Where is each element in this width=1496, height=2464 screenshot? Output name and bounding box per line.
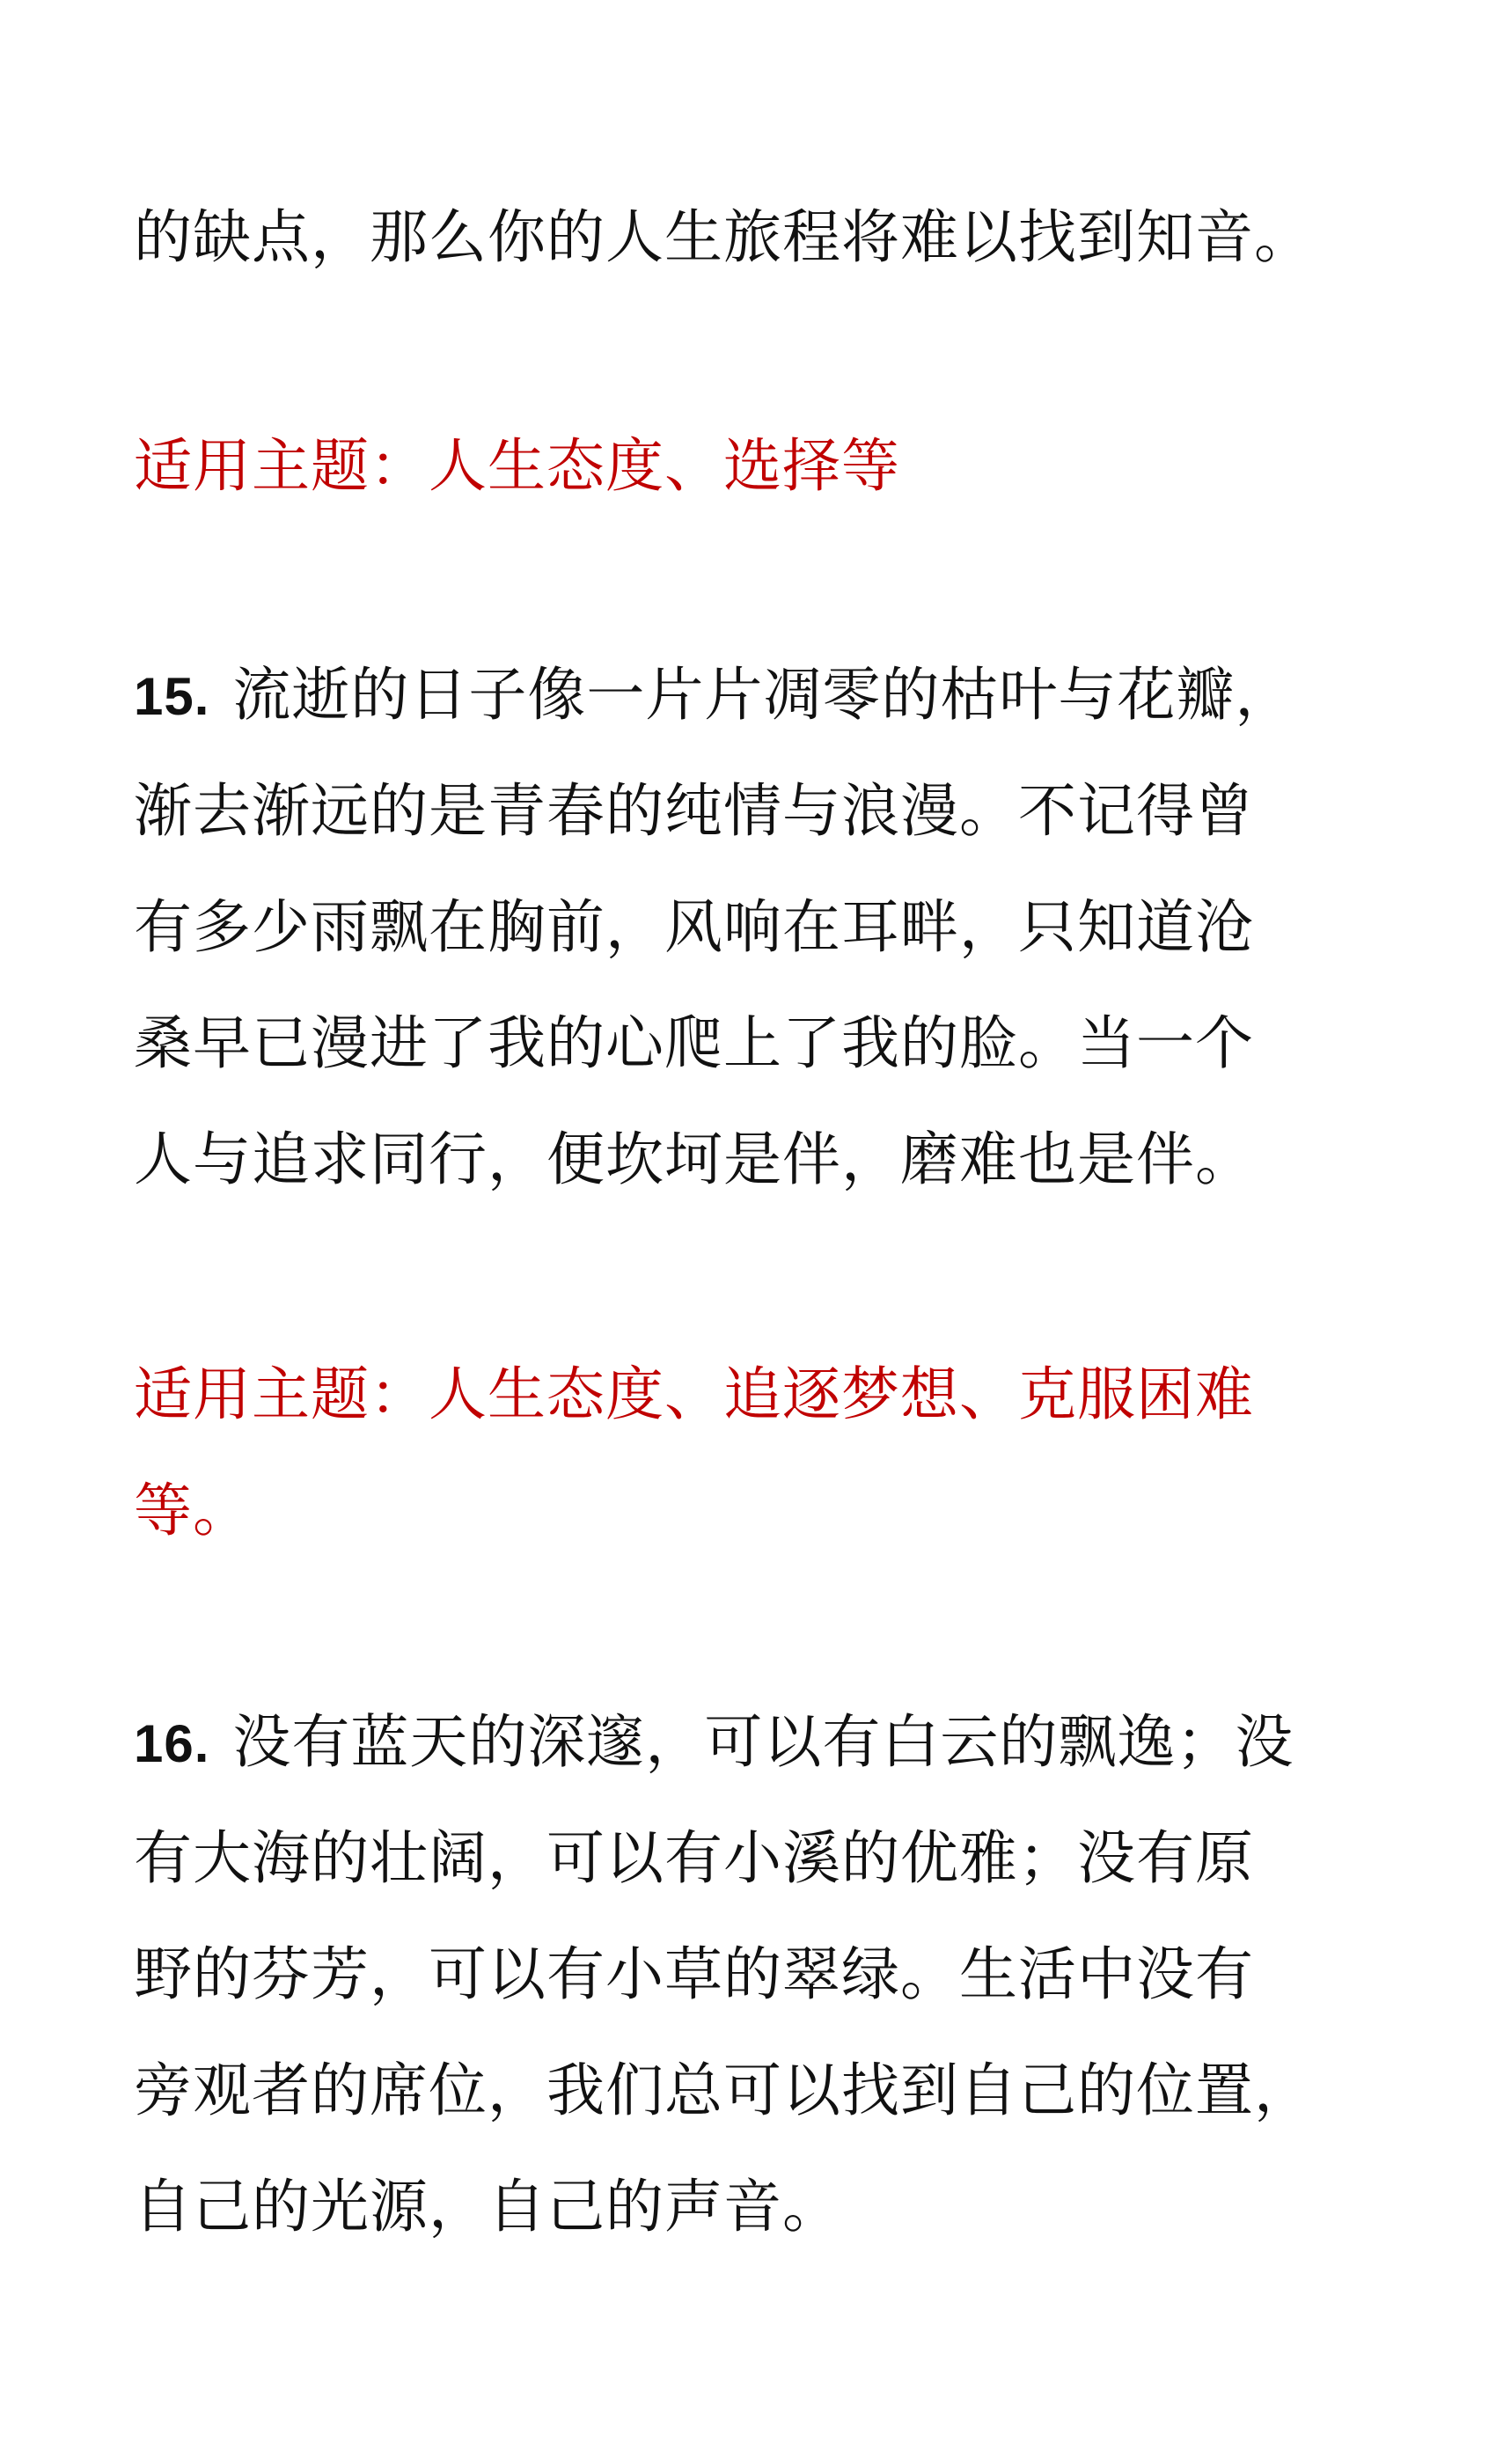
item-15-line-5: 人与追求同行，便坎坷是伴，磨难也是伴。 — [134, 1126, 1254, 1193]
item-15-line-3: 有多少雨飘在胸前，风响在耳畔，只知道沧 — [134, 893, 1254, 961]
theme-line-b1: 适用主题：人生态度、追逐梦想、克服困难 — [134, 1360, 1254, 1428]
item-15-number: 15. — [134, 667, 210, 726]
item-16-line-1 — [134, 1703, 1294, 1782]
item-15-line-4: 桑早已漫进了我的心爬上了我的脸。当一个 — [134, 1009, 1254, 1077]
item-16-number: 16. — [134, 1714, 210, 1773]
item-15-line-2: 渐去渐远的是青春的纯情与浪漫。不记得曾 — [134, 777, 1254, 845]
item-15-line-1 — [134, 656, 1294, 735]
item-16-text-1: 没有蓝天的深邃，可以有白云的飘逸；没 — [232, 1708, 1294, 1776]
item-16-line-2: 有大海的壮阔，可以有小溪的优雅；没有原 — [134, 1824, 1254, 1892]
item-15-text-1: 流逝的日子像一片片凋零的枯叶与花瓣， — [232, 661, 1294, 729]
fragment-line-1: 的缺点，那么你的人生旅程将难以找到知音。 — [134, 203, 1313, 271]
item-16-line-3: 野的芬芳，可以有小草的翠绿。生活中没有 — [134, 1940, 1254, 2008]
item-16-line-4: 旁观者的席位，我们总可以找到自己的位置， — [134, 2057, 1313, 2124]
item-16-line-5: 自己的光源，自己的声音。 — [134, 2173, 841, 2240]
theme-line-a1: 适用主题：人生态度、选择等 — [134, 432, 900, 500]
theme-line-b2: 等。 — [134, 1477, 252, 1544]
